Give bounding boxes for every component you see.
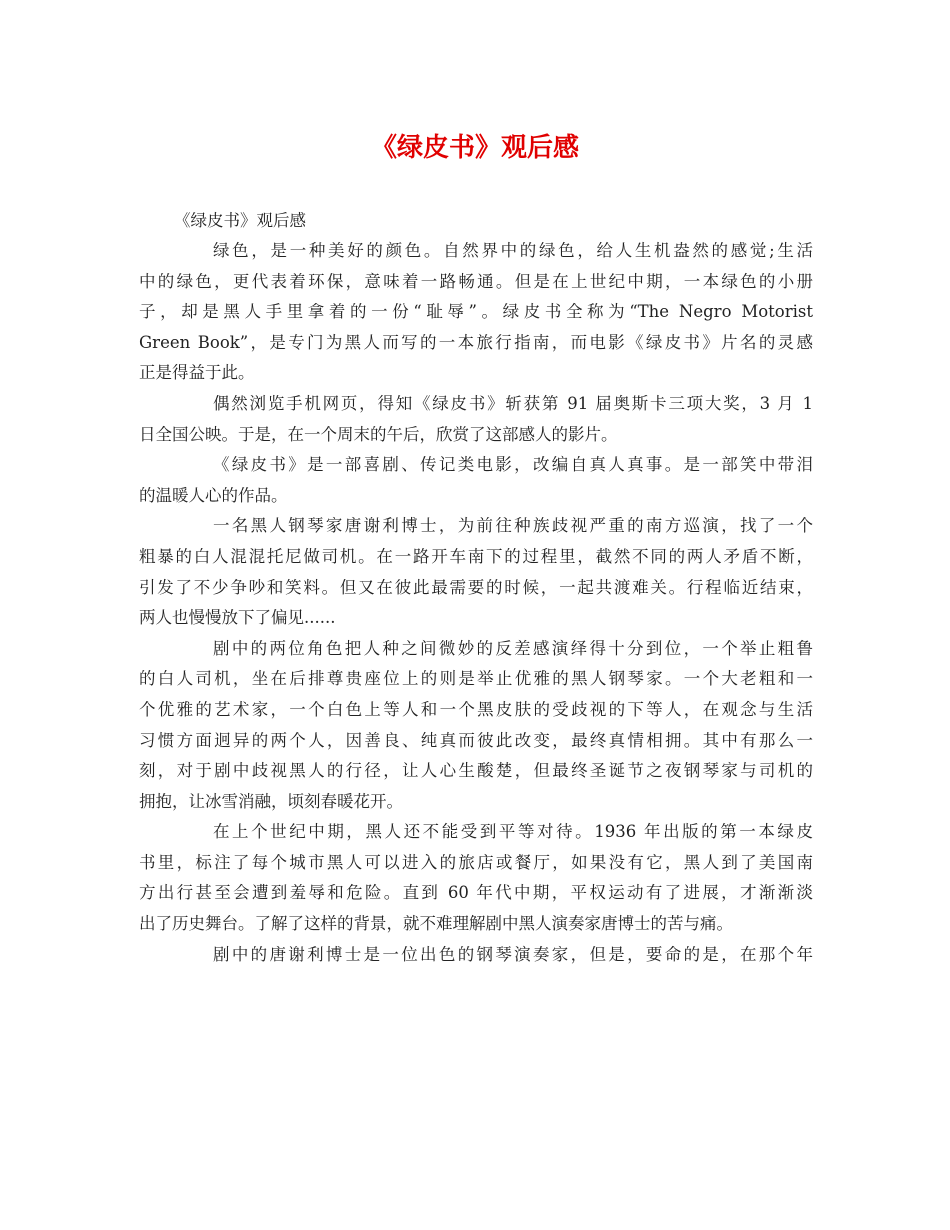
body-paragraph: [139, 389, 813, 450]
body-paragraph: [139, 817, 813, 939]
document-body: [139, 236, 813, 970]
paragraph-line: 正是得益于此。: [139, 363, 255, 383]
paragraph-line: 出了历史舞台。了解了这样的背景，就不难理解剧中黑人演奏家唐博士的苦与痛。: [139, 914, 733, 934]
body-paragraph: [139, 634, 813, 818]
paragraph-line: 方出行甚至会遭到羞辱和危险。直到 60 年代中期，平权运动有了进展，才渐渐淡: [139, 883, 813, 903]
paragraph-line: 拥抱，让冰雪消融，顷刻春暖花开。: [139, 791, 403, 811]
paragraph-line: 中的绿色，更代表着环保，意味着一路畅通。但是在上世纪中期，一本绿色的小册: [139, 271, 813, 291]
body-paragraph: [139, 511, 813, 633]
paragraph-line: 日全国公映。于是，在一个周末的午后，欣赏了这部感人的影片。: [139, 424, 618, 444]
paragraph-line: 偶然浏览手机网页，得知《绿皮书》斩获第 91 届奥斯卡三项大奖，3 月 1: [213, 393, 813, 413]
paragraph-line: 粗暴的白人混混托尼做司机。在一路开车南下的过程里，截然不同的两人矛盾不断，: [139, 546, 813, 566]
paragraph-line: 的温暖人心的作品。: [139, 485, 288, 505]
body-paragraph: [139, 450, 813, 511]
paragraph-line: 剧中的两位角色把人种之间微妙的反差感演绎得十分到位，一个举止粗鲁: [213, 638, 813, 658]
body-paragraph: [139, 940, 813, 971]
paragraph-line: 在上个世纪中期，黑人还不能受到平等对待。1936 年出版的第一本绿皮: [213, 822, 813, 842]
body-paragraph: [139, 236, 813, 389]
paragraph-line: 个优雅的艺术家，一个白色上等人和一个黑皮肤的受歧视的下等人，在观念与生活: [139, 699, 813, 719]
paragraph-line: Green Book”，是专门为黑人而写的一本旅行指南，而电影《绿皮书》片名的灵感: [139, 332, 813, 352]
paragraph-line: 习惯方面迥异的两个人，因善良、纯真而彼此改变，最终真情相拥。其中有那么一: [139, 730, 813, 750]
paragraph-line: 两人也慢慢放下了偏见......: [139, 608, 336, 628]
paragraph-line: 引发了不少争吵和笑料。但又在彼此最需要的时候，一起共渡难关。行程临近结束，: [139, 577, 813, 597]
paragraph-line: 书里，标注了每个城市黑人可以进入的旅店或餐厅，如果没有它，黑人到了美国南: [139, 852, 813, 872]
document-title: 《绿皮书》观后感: [370, 133, 579, 163]
paragraph-line: 剧中的唐谢利博士是一位出色的钢琴演奏家，但是，要命的是，在那个年: [213, 944, 813, 964]
paragraph-line: 《绿皮书》是一部喜剧、传记类电影，改编自真人真事。是一部笑中带泪: [213, 455, 813, 475]
paragraph-line: 一名黑人钢琴家唐谢利博士，为前往种族歧视严重的南方巡演，找了一个: [213, 516, 813, 536]
paragraph-line: 的白人司机，坐在后排尊贵座位上的则是举止优雅的黑人钢琴家。一个大老粗和一: [139, 669, 813, 689]
paragraph-line: 绿色，是一种美好的颜色。自然界中的绿色，给人生机盎然的感觉;生活: [213, 241, 813, 260]
document-subtitle: 《绿皮书》观后感: [174, 211, 306, 230]
paragraph-line: 刻，对于剧中歧视黑人的行径，让人心生酸楚，但最终圣诞节之夜钢琴家与司机的: [139, 761, 813, 781]
paragraph-line: 子，却是黑人手里拿着的一份“耻辱”。绿皮书全称为“The Negro Motorist: [139, 302, 813, 322]
